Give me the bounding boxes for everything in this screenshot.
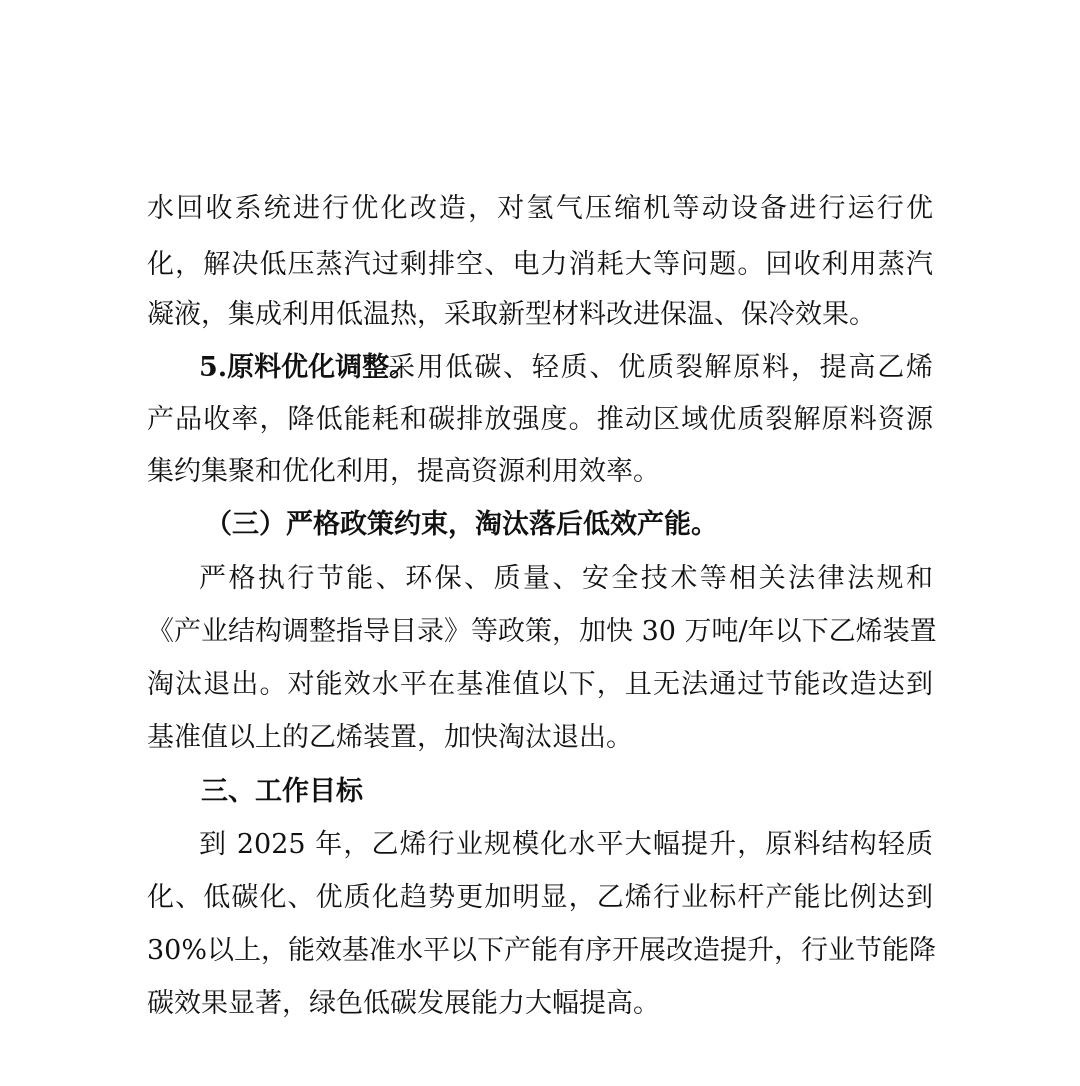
- paragraph-4-line-2-text: 化、低碳化、优质化趋势更加明显，乙烯行业标杆产能比例达到: [147, 882, 933, 913]
- paragraph-1-line-1: [0, 187, 1080, 231]
- paragraph-2-line-2: [0, 398, 1080, 442]
- paragraph-3-line-3-text: 淘汰退出。对能效水平在基准值以下，且无法通过节能改造达到: [147, 669, 933, 700]
- chapter-heading-text: 三、工作目标: [201, 776, 363, 807]
- paragraph-4-line-1: [0, 823, 1080, 867]
- paragraph-1-line-3-text: 凝液，集成利用低温热，采取新型材料改进保温、保冷效果。: [147, 299, 876, 330]
- paragraph-4-line-4: [0, 982, 1080, 1026]
- paragraph-2-line-3: [0, 450, 1080, 494]
- paragraph-3-line-4: [0, 716, 1080, 760]
- section-heading-3-text: （三）严格政策约束，淘汰落后低效产能。: [205, 509, 718, 540]
- paragraph-4-line-2: [0, 876, 1080, 920]
- paragraph-3-line-1: [0, 557, 1080, 601]
- paragraph-1-line-2: [0, 243, 1080, 287]
- paragraph-3-line-2-text: 《产业结构调整指导目录》等政策，加快 30 万吨/年以下乙烯装置: [147, 616, 937, 647]
- paragraph-2-line-3-text: 集约集聚和优化利用，提高资源利用效率。: [147, 456, 660, 487]
- paragraph-3-line-1-text: 严格执行节能、环保、质量、安全技术等相关法律法规和: [199, 563, 933, 594]
- paragraph-3-line-4-text: 基准值以上的乙烯装置，加快淘汰退出。: [147, 722, 633, 753]
- paragraph-3-line-2: [0, 610, 1080, 654]
- paragraph-4-line-1-text: 到 2025 年，乙烯行业规模化水平大幅提升，原料结构轻质: [199, 829, 933, 860]
- paragraph-1-line-3: [0, 293, 1080, 337]
- paragraph-3-line-3: [0, 663, 1080, 707]
- chapter-heading: [0, 770, 1080, 814]
- paragraph-4-line-3-text: 30%以上，能效基准水平以下产能有序开展改造提升，行业节能降: [147, 935, 937, 966]
- paragraph-2-line-1: [0, 346, 1080, 390]
- paragraph-2-line-1-text: 采用低碳、轻质、优质裂解原料，提高乙烯: [388, 352, 933, 383]
- paragraph-4-line-4-text: 碳效果显著，绿色低碳发展能力大幅提高。: [147, 988, 660, 1019]
- paragraph-2-heading: 5.原料优化调整。: [199, 352, 417, 383]
- paragraph-1-line-1-text: 水回收系统进行优化改造，对氢气压缩机等动设备进行运行优: [147, 193, 933, 224]
- section-heading-3: [0, 503, 1080, 547]
- paragraph-2-line-2-text: 产品收率，降低能耗和碳排放强度。推动区域优质裂解原料资源: [147, 404, 933, 435]
- paragraph-1-line-2-text: 化，解决低压蒸汽过剩排空、电力消耗大等问题。回收利用蒸汽: [147, 249, 933, 280]
- paragraph-4-line-3: [0, 929, 1080, 973]
